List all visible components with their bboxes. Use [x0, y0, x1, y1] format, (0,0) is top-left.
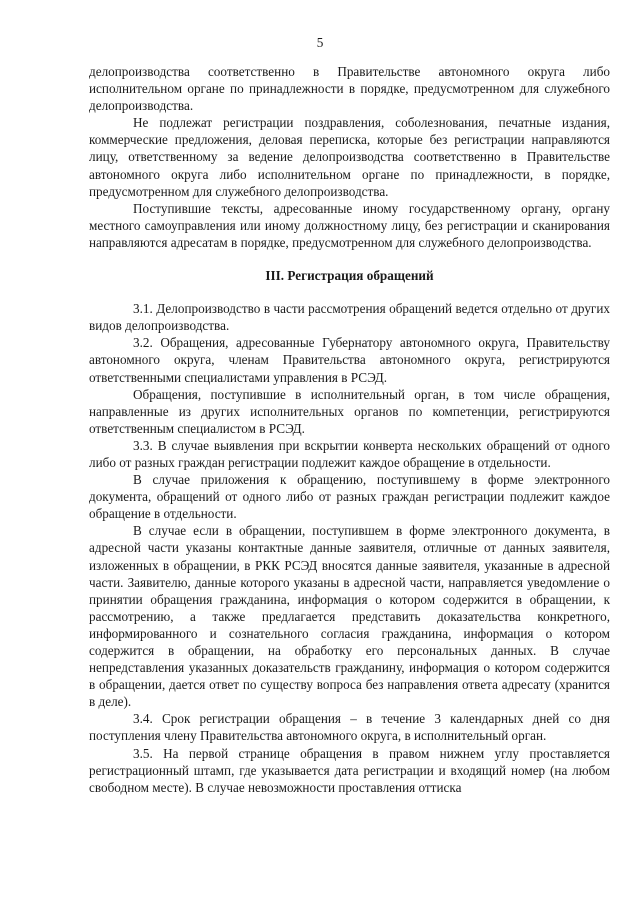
paragraph-3-3-contact-data: В случае если в обращении, поступившем в форме электронного документа, в адресной части указаны контактные данные заявителя, отличные от данных заявителя, изложенных в обращении, в РКК РСЭД вносятся данные заявителя, указанные в адресной части. Заявителю, данные которого указаны в адресной части, направляется уведомление о принятии обращения гражданина, информация о котором содержится в обращении, к рассмотрению, а также предлагается представить доказательства конкретного, информированного и сознательного согласия гражданина, информация о котором содержится в обращении, на обработку его персональных данных. В случае непредставления указанных доказательств гражданину, информация о котором содержится в обращении, дается ответ по существу вопроса без направления ответа адресату (хранится в деле).: [89, 523, 610, 710]
paragraph-not-registered: Не подлежат регистрации поздравления, соболезнования, печатные издания, коммерческие предложения, деловая переписка, которые без регистрации направляются лицу, ответственному за ведение делопроизводства соответственно в Правительстве автономного округа либо исполнительном органе по принадлежности, в порядке, предусмотренном для служебного делопроизводства.: [89, 115, 610, 199]
section-heading: III. Регистрация обращений: [265, 268, 434, 284]
paragraph-3-3-electronic: В случае приложения к обращению, поступившему в форме электронного документа, обращений от одного либо от разных граждан регистрации подлежит каждое обращение в отдельности.: [89, 472, 610, 522]
paragraph-3-2: 3.2. Обращения, адресованные Губернатору автономного округа, Правительству автономного округа, членам Правительства автономного округа, регистрируются ответственными специалистами управления в РСЭД.: [89, 335, 610, 385]
paragraph-continuation: делопроизводства соответственно в Правительстве автономного округа либо исполнительном органе по принадлежности в порядке, предусмотренном для служебного делопроизводства.: [89, 64, 610, 114]
document-body: [89, 63, 610, 796]
paragraph-redirected-texts: Поступившие тексты, адресованные иному государственному органу, органу местного самоуправления или иному должностному лицу, без регистрации и сканирования направляются адресатам в порядке, предусмотренном для служебного делопроизводства.: [89, 200, 610, 250]
paragraph-3-5: 3.5. На первой странице обращения в правом нижнем углу проставляется регистрационный штамп, где указывается дата регистрации и входящий номер (на любом свободном месте). В случае невозможности проставления оттиска: [89, 745, 610, 795]
paragraph-3-4: 3.4. Срок регистрации обращения – в течение 3 календарных дней со дня поступления члену Правительства автономного округа, в исполнительный орган.: [89, 711, 610, 744]
paragraph-3-1: 3.1. Делопроизводство в части рассмотрения обращений ведется отдельно от других видов делопроизводства.: [89, 301, 610, 334]
page-number: 5: [316, 35, 324, 50]
paragraph-3-3: 3.3. В случае выявления при вскрытии конверта нескольких обращений от одного либо от разных граждан регистрации подлежит каждое обращение в отдельности.: [89, 437, 610, 470]
paragraph-3-2-executive: Обращения, поступившие в исполнительный орган, в том числе обращения, направленные из других исполнительных органов по компетенции, регистрируются ответственным специалистом в РСЭД.: [89, 386, 610, 436]
